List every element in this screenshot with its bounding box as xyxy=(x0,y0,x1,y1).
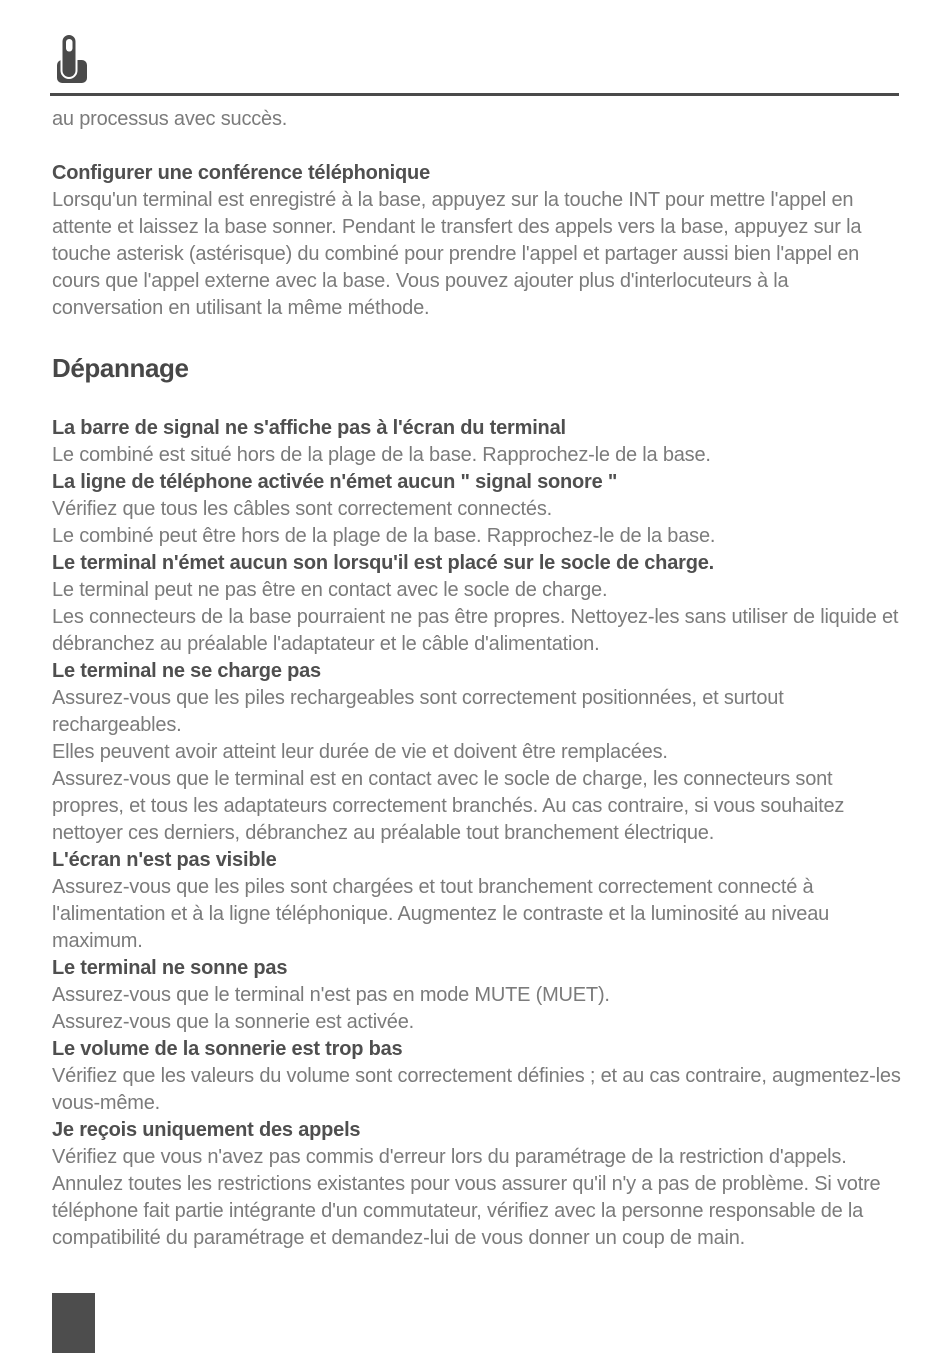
solution-text: Vérifiez que les valeurs du volume sont correctement définies ; et au cas contraire, augmentez-les vous-même. xyxy=(52,1065,901,1114)
solution-text: Assurez-vous que le terminal est en contact avec le socle de charge, les connecteurs sont propres, et tous les adaptateurs correctement branchés. Au cas contraire, si vous souhaitez nettoyer ces derniers, débranchez au préalable tout branchement électrique. xyxy=(52,768,845,844)
solution-text: Le combiné peut être hors de la plage de la base. Rapprochez-le de la base. xyxy=(52,525,716,547)
page-number-block xyxy=(52,1293,95,1353)
troubleshooting-list xyxy=(52,415,902,1252)
page-content xyxy=(52,106,902,1252)
solution-text: Les connecteurs de la base pourraient ne pas être propres. Nettoyez-les sans utiliser de liquide et débranchez au préalable l'adaptateur et le câble d'alimentation. xyxy=(52,606,899,655)
solution-text: Elles peuvent avoir atteint leur durée de vie et doivent être remplacées. xyxy=(52,741,668,763)
conference-body: Lorsqu'un terminal est enregistré à la base, appuyez sur la touche INT pour mettre l'appel en attente et laissez la base sonner. Pendant le transfert des appels vers la base, appuyez sur la touche asterisk (astérisque) du combiné pour prendre l'appel et partager aussi bien l'appel en cours que l'appel externe avec la base. Vous pouvez ajouter plus d'interlocuteurs à la conversation en utilisant la même méthode. xyxy=(52,189,862,319)
solution-text: Assurez-vous que le terminal n'est pas en mode MUTE (MUET). xyxy=(52,984,610,1006)
header-divider xyxy=(50,93,899,96)
troubleshooting-entry xyxy=(52,955,902,1036)
conference-heading: Configurer une conférence téléphonique xyxy=(52,162,430,184)
problem-heading: Le terminal ne sonne pas xyxy=(52,957,288,979)
problem-heading: Je reçois uniquement des appels xyxy=(52,1119,361,1141)
problem-heading: Le volume de la sonnerie est trop bas xyxy=(52,1038,403,1060)
solution-text: Le terminal peut ne pas être en contact avec le socle de charge. xyxy=(52,579,608,601)
solution-text: Le combiné est situé hors de la plage de la base. Rapprochez-le de la base. xyxy=(52,444,711,466)
section-title-depannage: Dépannage xyxy=(52,353,189,383)
troubleshooting-entry xyxy=(52,847,902,955)
solution-text: Assurez-vous que la sonnerie est activée. xyxy=(52,1011,414,1033)
troubleshooting-entry xyxy=(52,1117,902,1252)
solution-text: Vérifiez que vous n'avez pas commis d'erreur lors du paramétrage de la restriction d'appels. Annulez toutes les restrictions existantes pour vous assurer qu'il n'y a pas de problème. Si votre téléphone fait partie intégrante d'un commutateur, vérifiez avec la personne responsable de la compatibilité du paramétrage et demandez-lui de vous donner un coup de main. xyxy=(52,1146,881,1249)
problem-heading: Le terminal n'émet aucun son lorsqu'il est placé sur le socle de charge. xyxy=(52,552,714,574)
problem-heading: L'écran n'est pas visible xyxy=(52,849,277,871)
troubleshooting-entry xyxy=(52,415,902,469)
cordless-phone-icon xyxy=(57,33,87,83)
solution-text: Vérifiez que tous les câbles sont correctement connectés. xyxy=(52,498,552,520)
problem-heading: La barre de signal ne s'affiche pas à l'écran du terminal xyxy=(52,417,566,439)
troubleshooting-entry xyxy=(52,658,902,847)
solution-text: Assurez-vous que les piles rechargeables sont correctement positionnées, et surtout rechargeables. xyxy=(52,687,784,736)
problem-heading: La ligne de téléphone activée n'émet aucun " signal sonore " xyxy=(52,471,618,493)
troubleshooting-entry xyxy=(52,550,902,658)
solution-text: Assurez-vous que les piles sont chargées et tout branchement correctement connecté à l'alimentation et à la ligne téléphonique. Augmentez le contraste et la luminosité au niveau maximum. xyxy=(52,876,830,952)
troubleshooting-entry xyxy=(52,469,902,550)
intro-text: au processus avec succès. xyxy=(52,108,288,130)
troubleshooting-entry xyxy=(52,1036,902,1117)
problem-heading: Le terminal ne se charge pas xyxy=(52,660,321,682)
